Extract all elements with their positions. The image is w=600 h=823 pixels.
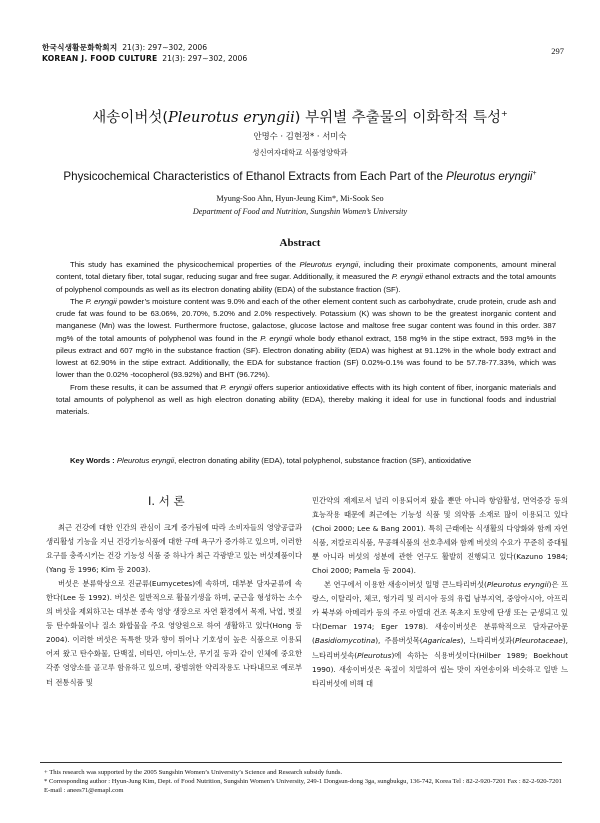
footnote-funding: + This research was supported by the 2005 Sungshin Women’s University’s Science and Research subsidy funds. (44, 769, 343, 776)
affiliation-english: Department of Food and Nutrition, Sungshin Women’s University (192, 207, 408, 216)
keywords: Key Words : Pleurotus eryngii, electron donating ability (EDA), total polyphenol, substance fraction (SF), antioxidative (70, 456, 472, 465)
body-column-left (46, 521, 302, 690)
footnotes (44, 768, 564, 796)
abstract-paragraph: The P. eryngii powder’s moisture content was 9.0% and each of the other element content such as carbohydrate, crude protein, crude ash and crude fat was found to be 63.06%, 20.70%, 5.20% and 2.0% respectively. Potassium (K) was shown to be the greatest inorganic content and manganese (Mn) was the lowest. Furthermore fructose, galactose, glucose lactose and maltose free sugar content was found in this order. 387 mg% of the total amounts of polyphenol was found in the P. eryngii whole body ethanol extract, 158 mg% in the stipe extract, 593 mg% in the pileus extract and 607 mg% in the substance fraction (SF). Electron donating ability (EDA) was highest at 91.12% in the whole body extract and lowest at 62.90% in the stipe extract. Additionally, the EDA for substance fraction (SF) 0.02%-0.1% was found to be 57.78-77.33%, which was lower than the 0.02% -tocopherol (93.92%) and BHT (96.72%). (56, 296, 557, 380)
abstract-body (56, 259, 556, 418)
body-column-right (312, 494, 568, 691)
title-korean: 새송이버섯(Pleurotus eryngii) 부위별 추출물의 이화학적 특성+ (92, 109, 508, 126)
journal-line-english (42, 54, 247, 65)
abstract-heading: Abstract (279, 237, 321, 249)
body-paragraph: 본 연구에서 이용한 새송이버섯 일명 큰느타리버섯(Pleurotus eryngii)은 프랑스, 이탈리아, 체코, 헝가리 및 러시아 등의 유럽 남부지역, 중앙아시아, 아프리카 북부와 아메리카 등의 주로 아열대 건조 목초지 토양에 단생 또는 군생되고 있다(Demar 1974; Eger 1978). 새송이버섯은 분류학적으로 담자균아문(Basidiomycotina), 주름버섯목(Agaricales), 느타리버섯과(Pleurotaceae), 느타리버섯속(Pleurotus)에 속하는 식용버섯이다(Hilber 1989; Boekhout 1990). 새송이버섯은 육질이 치밀하여 씹는 맛이 자연송이와 비슷하고 일반 느타리버섯에 비해 대 (312, 580, 569, 688)
title-english: Physicochemical Characteristics of Ethanol Extracts from Each Part of the Pleurotus eryngii+ (63, 170, 537, 183)
journal-header (42, 43, 247, 64)
journal-line-korean (42, 43, 247, 54)
keywords-label: Key Words : (70, 456, 117, 465)
journal-name-korean: 한국식생활문화학회지 (42, 43, 118, 52)
journal-ref: 21(3): 297∼302, 2006 (162, 53, 248, 63)
page-number: 297 (551, 46, 564, 56)
abstract-paragraph: This study has examined the physicochemical properties of the Pleurotus eryngii, including their proximate components, amount mineral content, total dietary fiber, total sugar, reducing sugar and free sugar. Additionally, it measured the P. eryngii ethanol extracts and the total amounts of polyphenol compounds as well as its electron donating ability (EDA) of the substance fraction (SF). (56, 260, 556, 294)
body-paragraph: 최근 건강에 대한 인간의 관심이 크게 증가됨에 따라 소비자들의 영양공급과 생리활성 기능을 지닌 건강기능식품에 대한 구매 욕구가 증가하고 있으며, 이러한 요구를 충족시키는 건강 기능성 식품 중 하나가 최근 각광받고 있는 버섯제품이다(Yang 등 1996; Kim 등 2003). (46, 523, 302, 575)
authors-english: Myung-Soo Ahn, Hyun-Jeung Kim*, Mi-Sook Seo (216, 194, 384, 203)
affiliation-korean: 성신여자대학교 식품영양학과 (252, 148, 348, 157)
body-paragraph: 민간약의 재제로서 널리 이용되어져 왔을 뿐만 아니라 항암활성, 면역증강 등의 효능작용 때문에 최근에는 기능성 식품 및 의약품 소재로 많이 이용되고 있다(Choi 2000; Lee & Bang 2001). 특히 근래에는 식생활의 다양화와 함께 자연식품, 저칼로리식품, 무공해식품의 선호추세와 함께 버섯의 수요가 꾸준히 증대될 뿐 아니라 버섯의 성분에 관한 연구도 활발히 진행되고 있다(Kazuno 1984; Choi 2000; Pamela 등 2004). (312, 496, 568, 576)
journal-name-english: KOREAN J. FOOD CULTURE (42, 53, 158, 63)
section-heading: Ⅰ. 서 론 (148, 494, 185, 508)
body-paragraph: 버섯은 분류학상으로 진균류(Eumycetes)에 속하며, 대부분 담자균류에 속한다(Lee 등 1992). 버섯은 일반적으로 활물기생을 하며, 균근을 형성하는 소수의 버섯을 제외하고는 대부분 종속 영양 생장으로 자연 환경에서 목재, 낙엽, 볏짚 등 탄수화물이나 질소 화합물을 주요 영양원으로 하여 생활하고 있다(Hong 등 2004). 이러한 버섯은 독특한 맛과 향이 뛰어나 기호성이 높은 식품으로 이용되어져 왔고 탄수화물, 단백질, 비타민, 아미노산, 무기질 등과 같이 인체에 중요한 각종 영양소를 골고루 함유하고 있으며, 광범위한 약리작용도 나타내므로 예로부터 전통식품 및 (46, 579, 302, 687)
authors-korean: 안명수 · 김현정* · 서미숙 (253, 131, 347, 141)
footnote-divider (40, 762, 562, 763)
abstract-paragraph: From these results, it can be assumed that P. eryngii offers superior antioxidative effects with its high content of fiber, inorganic materials and total amounts of polyphenol as well as high electron donating ability (EDA), thereby making it ideal for use in functional foods and industrial materials. (56, 382, 556, 416)
journal-ref: 21(3): 297∼302, 2006 (122, 43, 208, 52)
footnote-corresponding: * Corresponding author : Hyun-Jung Kim, Dept. of Food Nutrition, Sungshin Women’s University, 249-1 Dongsun-dong 3ga, sungbukgu, 136-742, Korea Tel : 82-2-920-7201 Fax : 82-2-920-7201 E-mail : anees71@emapl.com (44, 778, 562, 795)
